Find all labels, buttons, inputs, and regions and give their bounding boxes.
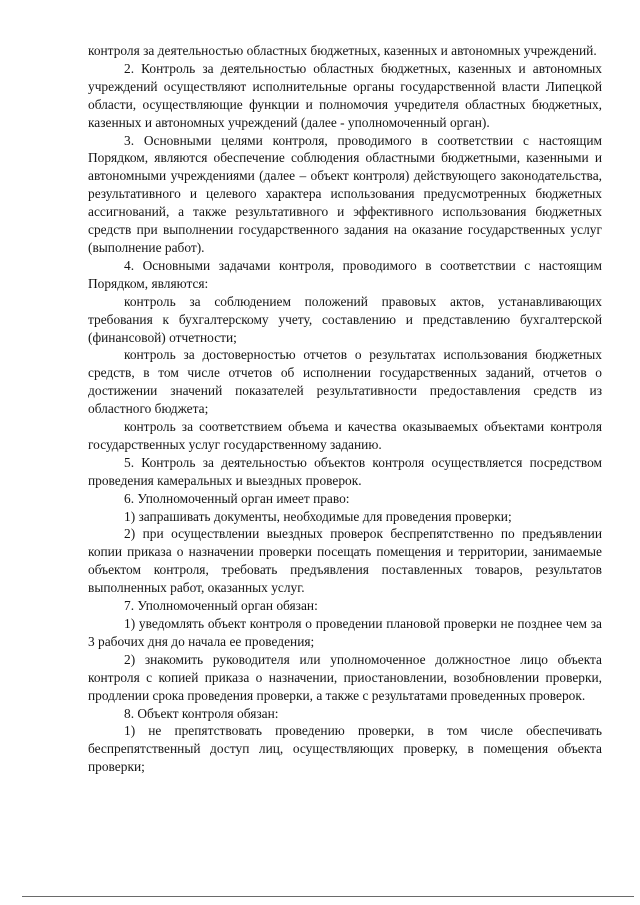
paragraph-5-inspections: 5. Контроль за деятельностью объектов контроля осуществляется посредством проведения камеральных и выездных проверок.: [88, 454, 602, 488]
document-body: [88, 42, 602, 776]
paragraph-7-duty-1: 1) уведомлять объект контроля о проведении плановой проверки не позднее чем за 3 рабочих дня до начала ее проведения;: [88, 616, 602, 649]
paragraph-6-rights-heading: 6. Уполномоченный орган имеет право:: [124, 490, 350, 506]
paragraph-6-right-2: 2) при осуществлении выездных проверок беспрепятственно по предъявлении копии приказа о назначении проверки посещать помещения и территории, занимаемые объектом контроля, требовать предъявления поставленных товаров, результатов выполненных работ, оказанных услуг.: [88, 526, 602, 596]
paragraph-7-duty-2: 2) знакомить руководителя или уполномоченное должностное лицо объекта контроля с копией приказа о назначении, приостановлении, возобновлении проверки, продлении срока проведения проверки, а также с результатами проведенных проверок.: [88, 651, 602, 703]
paragraph-6-right-1: 1) запрашивать документы, необходимые для проведения проверки;: [124, 508, 512, 524]
paragraph-task-services: контроль за соответствием объема и качества оказываемых объектами контроля государственных услуг государственному заданию.: [88, 419, 602, 452]
paragraph-4-control-tasks: 4. Основными задачами контроля, проводимого в соответствии с настоящим Порядком, являются:: [88, 257, 602, 291]
paragraph-continuation: контроля за деятельностью областных бюджетных, казенных и автономных учреждений.: [88, 43, 597, 58]
paragraph-task-reports: контроль за достоверностью отчетов о результатах использования бюджетных средств, в том числе отчетов об исполнении государственных заданий, отчетов о достижении значений показателей результативности предоставления средств из областного бюджета;: [88, 347, 602, 417]
paragraph-task-accounting: контроль за соблюдением положений правовых актов, устанавливающих требования к бухгалтерскому учету, составлению и представлению бухгалтерской (финансовой) отчетности;: [88, 293, 602, 345]
paragraph-7-duties-heading: 7. Уполномоченный орган обязан:: [124, 598, 318, 614]
paragraph-2-controlling-bodies: 2. Контроль за деятельностью областных бюджетных, казенных и автономных учреждений осуществляют исполнительные органы государственной власти Липецкой области, осуществляющие функции и полномочия учредителя областных бюджетных, казенных и автономных учреждений (далее - уполномоченный орган).: [88, 60, 602, 130]
page-bottom-edge: [22, 896, 634, 897]
paragraph-8-object-duties-heading: 8. Объект контроля обязан:: [124, 705, 279, 721]
paragraph-3-control-goals: 3. Основными целями контроля, проводимого в соответствии с настоящим Порядком, являются обеспечение соблюдения областными бюджетными, казенными и автономными учреждениями (далее – объект контроля) действующего законодательства, результативного и целевого характера использования предусмотренных бюджетных ассигнований, а также результативного и эффективного использования бюджетных средств при выполнении государственного задания на оказание государственных услуг (выполнение работ).: [88, 132, 602, 255]
paragraph-8-duty-1: 1) не препятствовать проведению проверки, в том числе обеспечивать беспрепятственный доступ лиц, осуществляющих проверку, в помещения объекта проверки;: [88, 723, 602, 775]
